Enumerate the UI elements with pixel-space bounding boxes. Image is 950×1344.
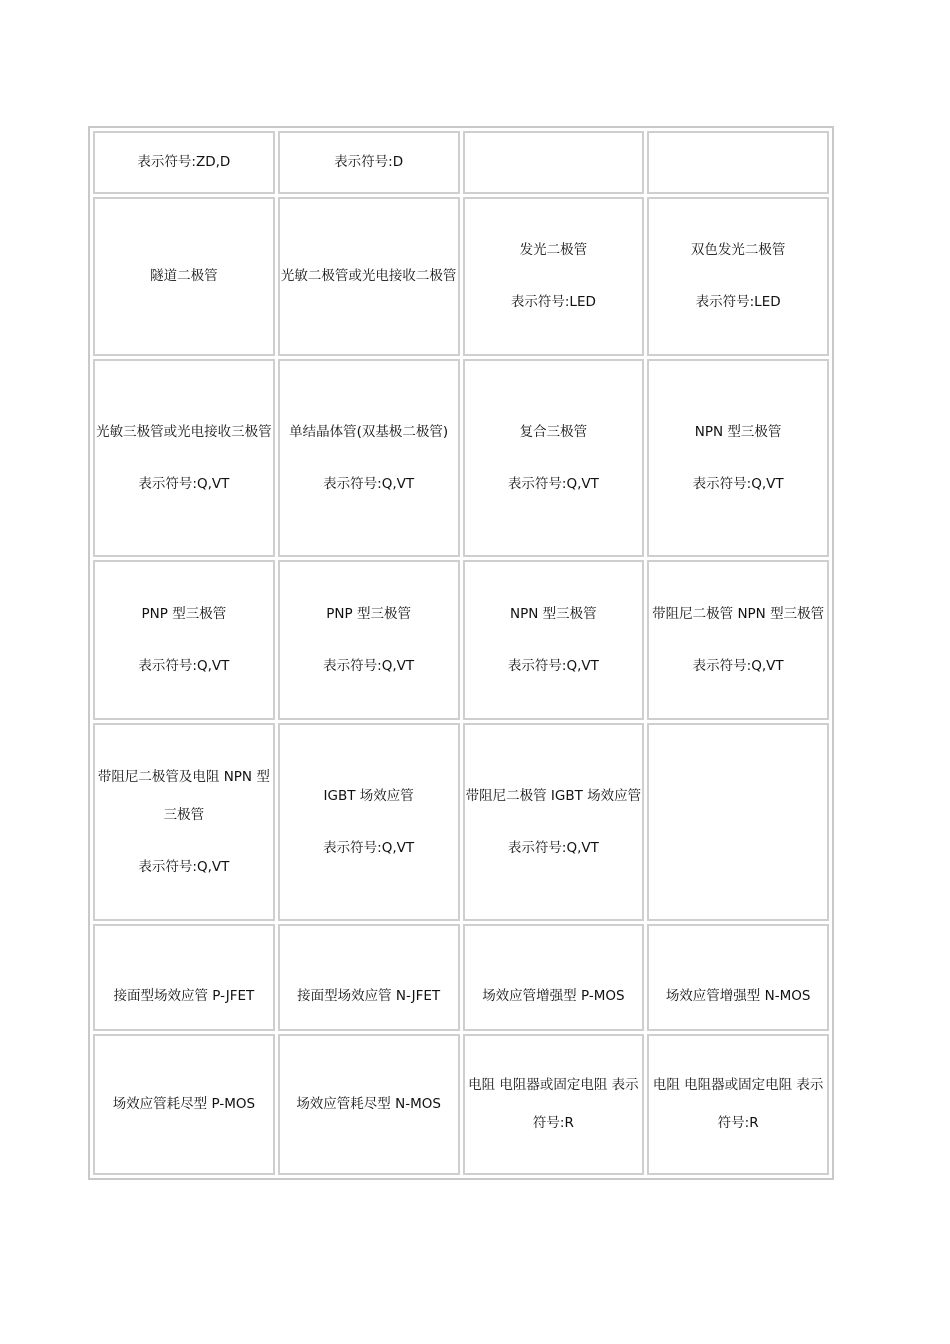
cell-title: PNP 型三极管	[326, 605, 411, 622]
table-cell	[93, 723, 275, 921]
table-cell	[647, 560, 829, 720]
cell-title: 电阻 电阻器或固定电阻 表示符号:R	[652, 1077, 824, 1132]
table-cell	[278, 359, 460, 557]
cell-symbol: 表示符号:Q,VT	[138, 476, 230, 493]
table-cell	[278, 924, 460, 1031]
cell-title: 复合三极管	[519, 424, 588, 441]
cell-title: 带阻尼二极管 IGBT 场效应管	[465, 787, 642, 804]
cell-symbol: 表示符号:Q,VT	[507, 476, 599, 493]
cell-symbol: 表示符号:ZD,D	[137, 154, 231, 171]
symbol-grid	[90, 128, 832, 1178]
table-cell	[463, 131, 645, 194]
cell-symbol: 表示符号:Q,VT	[507, 657, 599, 674]
table-cell	[463, 924, 645, 1031]
table-row	[93, 924, 829, 1031]
table-cell	[93, 197, 275, 357]
table-cell	[463, 197, 645, 357]
cell-title: NPN 型三极管	[510, 605, 597, 622]
cell-title: 带阻尼二极管 NPN 型三极管	[652, 605, 825, 622]
cell-title: 发光二极管	[519, 242, 588, 259]
cell-symbol: 表示符号:D	[334, 154, 404, 171]
table-cell	[278, 1034, 460, 1175]
table-cell	[647, 924, 829, 1031]
cell-symbol: 表示符号:Q,VT	[507, 839, 599, 856]
table-row	[93, 131, 829, 194]
table-cell	[647, 359, 829, 557]
table-cell	[647, 723, 829, 921]
cell-title: 双色发光二极管	[690, 242, 786, 259]
cell-symbol: 表示符号:LED	[695, 294, 781, 311]
cell-symbol: 表示符号:Q,VT	[138, 657, 230, 674]
cell-title: 单结晶体管(双基极二极管)	[289, 424, 449, 441]
table-cell	[647, 131, 829, 194]
cell-symbol: 表示符号:Q,VT	[323, 839, 415, 856]
table-cell	[463, 359, 645, 557]
cell-title: 场效应管耗尽型 N-MOS	[296, 1096, 441, 1113]
table-row	[93, 723, 829, 921]
cell-symbol: 表示符号:Q,VT	[692, 657, 784, 674]
table-cell	[93, 1034, 275, 1175]
cell-title: NPN 型三极管	[694, 424, 782, 441]
cell-title: 光敏二极管或光电接收二极管	[280, 268, 457, 285]
cell-title: 场效应管增强型 P-MOS	[482, 987, 625, 1004]
table-cell	[93, 560, 275, 720]
table-row	[93, 197, 829, 357]
cell-title: 隧道二极管	[150, 268, 218, 285]
cell-title: 接面型场效应管 N-JFET	[297, 987, 441, 1004]
table-cell	[278, 560, 460, 720]
table-cell	[463, 1034, 645, 1175]
cell-title: 接面型场效应管 P-JFET	[113, 987, 255, 1004]
cell-title: PNP 型三极管	[141, 605, 227, 622]
table-row	[93, 359, 829, 557]
table-cell	[647, 197, 829, 357]
table-cell	[278, 131, 460, 194]
cell-title: 场效应管耗尽型 P-MOS	[112, 1096, 256, 1113]
cell-symbol: 表示符号:Q,VT	[692, 476, 784, 493]
table-cell	[278, 723, 460, 921]
cell-symbol: 表示符号:Q,VT	[323, 657, 415, 674]
table-cell	[93, 131, 275, 194]
cell-title: 带阻尼二极管及电阻 NPN 型三极管	[97, 768, 270, 823]
table-cell	[647, 1034, 829, 1175]
table-cell	[463, 560, 645, 720]
cell-symbol: 表示符号:Q,VT	[323, 476, 415, 493]
cell-title: 光敏三极管或光电接收三极管	[96, 424, 272, 441]
cell-symbol: 表示符号:LED	[510, 294, 596, 311]
cell-title: IGBT 场效应管	[323, 787, 414, 804]
table-row	[93, 1034, 829, 1175]
table-cell	[93, 924, 275, 1031]
table-row	[93, 560, 829, 720]
cell-title: 电阻 电阻器或固定电阻 表示符号:R	[468, 1077, 639, 1132]
cell-title: 场效应管增强型 N-MOS	[665, 987, 811, 1004]
component-symbol-table	[88, 126, 834, 1180]
table-cell	[278, 197, 460, 357]
cell-symbol: 表示符号:Q,VT	[138, 858, 230, 875]
table-cell	[93, 359, 275, 557]
table-cell	[463, 723, 645, 921]
